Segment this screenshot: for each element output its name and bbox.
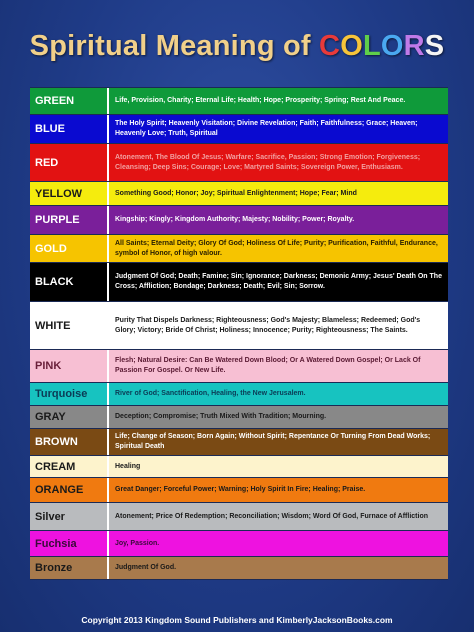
color-row-silver	[30, 503, 448, 531]
color-meaning: Purity That Dispels Darkness; Righteousness; God's Majesty; Blameless; Redeemed; God's Glory; Victory; Bride Of Christ; Holiness; Innocence; Purity; Righteousness; The Saints.	[115, 316, 421, 334]
title-letter: S	[424, 30, 445, 62]
color-name: ORANGE	[30, 478, 109, 502]
color-name: Turquoise	[30, 383, 109, 405]
color-row-black	[30, 263, 448, 302]
color-name: GREEN	[30, 88, 109, 114]
color-row-white	[30, 302, 448, 350]
color-row-cream	[30, 456, 448, 478]
color-meaning: Joy, Passion.	[115, 539, 160, 547]
color-name: Fuchsia	[30, 531, 109, 556]
color-row-turquoise	[30, 383, 448, 406]
color-name: WHITE	[30, 302, 109, 349]
color-meaning: Flesh; Natural Desire: Can Be Watered Down Blood; Or A Watered Down Gospel; Or Lack Of Passion For Gospel. Or New Life.	[115, 357, 421, 374]
color-meaning: Great Danger; Forceful Power; Warning; Holy Spirit In Fire; Healing; Praise.	[115, 486, 366, 493]
color-name: BLUE	[30, 115, 109, 143]
color-name: PURPLE	[30, 206, 109, 234]
title-prefix: Spiritual Meaning of	[29, 30, 320, 62]
color-name: GOLD	[30, 235, 109, 262]
color-meaning: River of God; Sanctification, Healing, the New Jerusalem.	[115, 390, 306, 397]
title-letter: O	[380, 30, 404, 62]
color-meaning: Life; Change of Season; Born Again; Without Spirit; Repentance Or Turning From Dead Works; Spiritual Death	[115, 433, 431, 450]
title-letter: L	[362, 30, 381, 62]
color-meaning: Atonement; Price Of Redemption; Reconciliation; Wisdom; Word Of God, Furnace of Affliction	[115, 512, 428, 520]
color-name: RED	[30, 144, 109, 181]
title-colors-word	[319, 30, 444, 62]
color-name: YELLOW	[30, 182, 109, 205]
color-meaning: Healing	[115, 462, 141, 470]
color-name: Bronze	[30, 557, 109, 579]
color-meaning: Something Good; Honor; Joy; Spiritual Enlightenment; Hope; Fear; Mind	[115, 189, 357, 197]
title-letter: O	[340, 30, 363, 62]
color-row-green	[30, 88, 448, 115]
color-row-yellow	[30, 182, 448, 206]
color-name: CREAM	[30, 456, 109, 477]
color-row-gray	[30, 406, 448, 429]
color-row-orange	[30, 478, 448, 503]
page-title	[0, 30, 474, 63]
color-name: GRAY	[30, 406, 109, 428]
color-name: PINK	[30, 350, 109, 382]
color-name: BROWN	[30, 429, 109, 455]
title-letter: R	[403, 30, 425, 62]
copyright-footer: Copyright 2013 Kingdom Sound Publishers and KimberlyJacksonBooks.com	[81, 615, 393, 625]
color-meaning: Deception; Compromise; Truth Mixed With Tradition; Mourning.	[115, 413, 327, 420]
color-row-fuchsia	[30, 531, 448, 557]
color-row-brown	[30, 429, 448, 456]
color-row-pink	[30, 350, 448, 383]
color-row-red	[30, 144, 448, 182]
color-meaning: Atonement, The Blood Of Jesus; Warfare; Sacrifice, Passion; Strong Emotion; Forgiveness; Cleansing; Deep Sins; Courage; Love; Martyred Saints; Sovereign Power, Enthusiasm.	[115, 153, 421, 171]
color-meaning: Life, Provision, Charity; Eternal Life; Health; Hope; Prosperity; Spring; Rest And Peace.	[115, 97, 406, 104]
color-name: Silver	[30, 503, 109, 530]
title-letter: C	[319, 30, 341, 62]
color-meaning: Kingship; Kingly; Kingdom Authority; Majesty; Nobility; Power; Royalty.	[115, 216, 355, 223]
color-row-blue	[30, 115, 448, 144]
color-row-gold	[30, 235, 448, 263]
color-meaning: The Holy Spirit; Heavenly Visitation; Divine Revelation; Faith; Faithfulness; Grace; Heaven; Heavenly Love; Truth, Spiritual	[115, 120, 418, 137]
color-meaning-table	[30, 87, 448, 580]
color-meaning: Judgment Of God; Death; Famine; Sin; Ignorance; Darkness; Demonic Army; Jesus' Death On The Cross; Affliction; Bondage; Darkness; Death; Evil; Sin; Sorrow.	[115, 273, 442, 290]
color-row-bronze	[30, 557, 448, 580]
color-row-purple	[30, 206, 448, 235]
color-meaning: All Saints; Eternal Deity; Glory Of God; Holiness Of Life; Purity; Purification, Faithful, Endurance, symbol of Honor, of high valour.	[115, 239, 438, 257]
color-name: BLACK	[30, 263, 109, 301]
color-meaning: Judgment Of God.	[115, 564, 177, 571]
